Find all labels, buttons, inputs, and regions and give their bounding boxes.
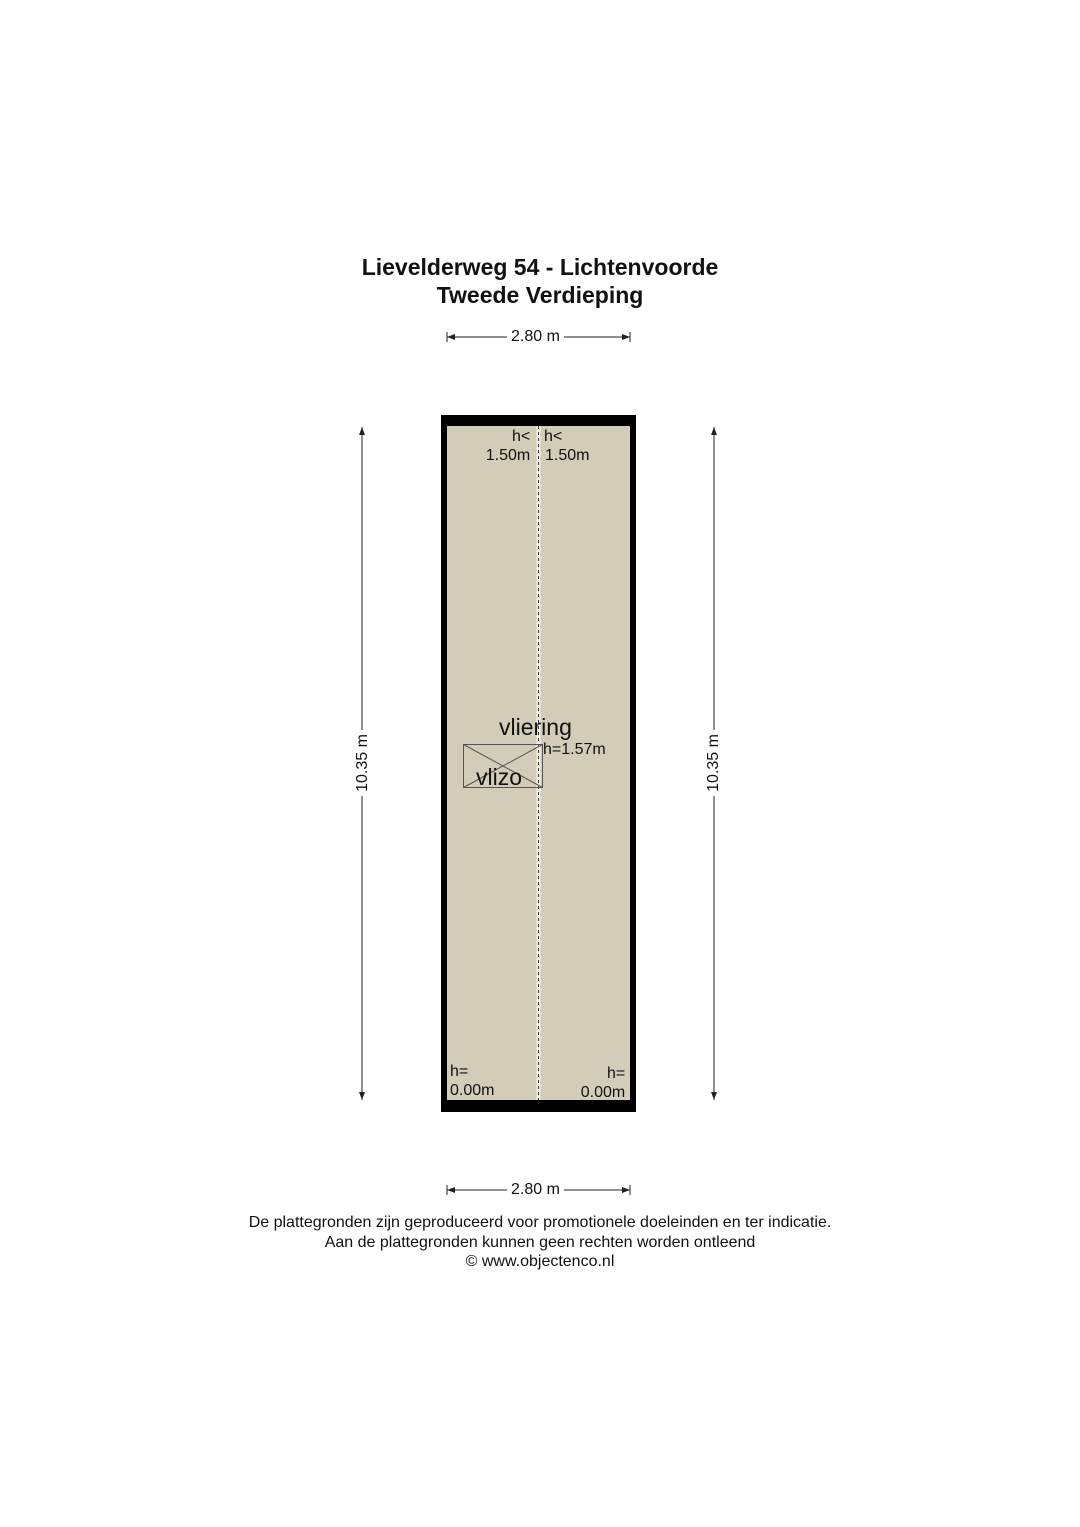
- disclaimer-line-1: De plattegronden zijn geproduceerd voor promotionele doeleinden en ter indicatie.: [248, 1214, 832, 1231]
- ceiling-height-bottom-right-value: 0.00m: [580, 1084, 626, 1101]
- ceiling-height-top-left: [485, 427, 530, 465]
- ceiling-height-bottom-left-prefix: h=: [450, 1063, 469, 1080]
- length-dimension-left: 10.35 m: [354, 730, 372, 796]
- ceiling-height-bottom-left-value: 0.00m: [450, 1082, 495, 1099]
- copyright-link[interactable]: © www.objectenco.nl: [465, 1253, 615, 1270]
- ceiling-height-top-right-value: 1.50m: [545, 447, 590, 464]
- ceiling-height-top-right: [544, 427, 589, 465]
- ceiling-height-bottom-left: [450, 1062, 494, 1100]
- plan-title: Lievelderweg 54 - Lichtenvoorde: [361, 254, 719, 280]
- width-dimension-bottom: 2.80 m: [507, 1181, 564, 1199]
- disclaimer-line-2: Aan de plattegronden kunnen geen rechten worden ontleend: [324, 1234, 756, 1251]
- ceiling-height-bottom-right-prefix: h=: [607, 1065, 626, 1082]
- floor-name: Tweede Verdieping: [436, 282, 644, 308]
- length-dimension-right: 10.35 m: [705, 730, 723, 796]
- width-dimension-top: 2.80 m: [507, 328, 564, 346]
- hatch-label: vlizo: [476, 764, 523, 790]
- ceiling-height-top-left-value: 1.50m: [485, 447, 531, 464]
- room-name: vliering: [499, 714, 572, 740]
- ceiling-height-top-left-prefix: h<: [512, 428, 531, 445]
- room-height: h=1.57m: [543, 741, 606, 758]
- ceiling-height-top-right-prefix: h<: [544, 428, 563, 445]
- ceiling-height-bottom-right: [579, 1064, 625, 1102]
